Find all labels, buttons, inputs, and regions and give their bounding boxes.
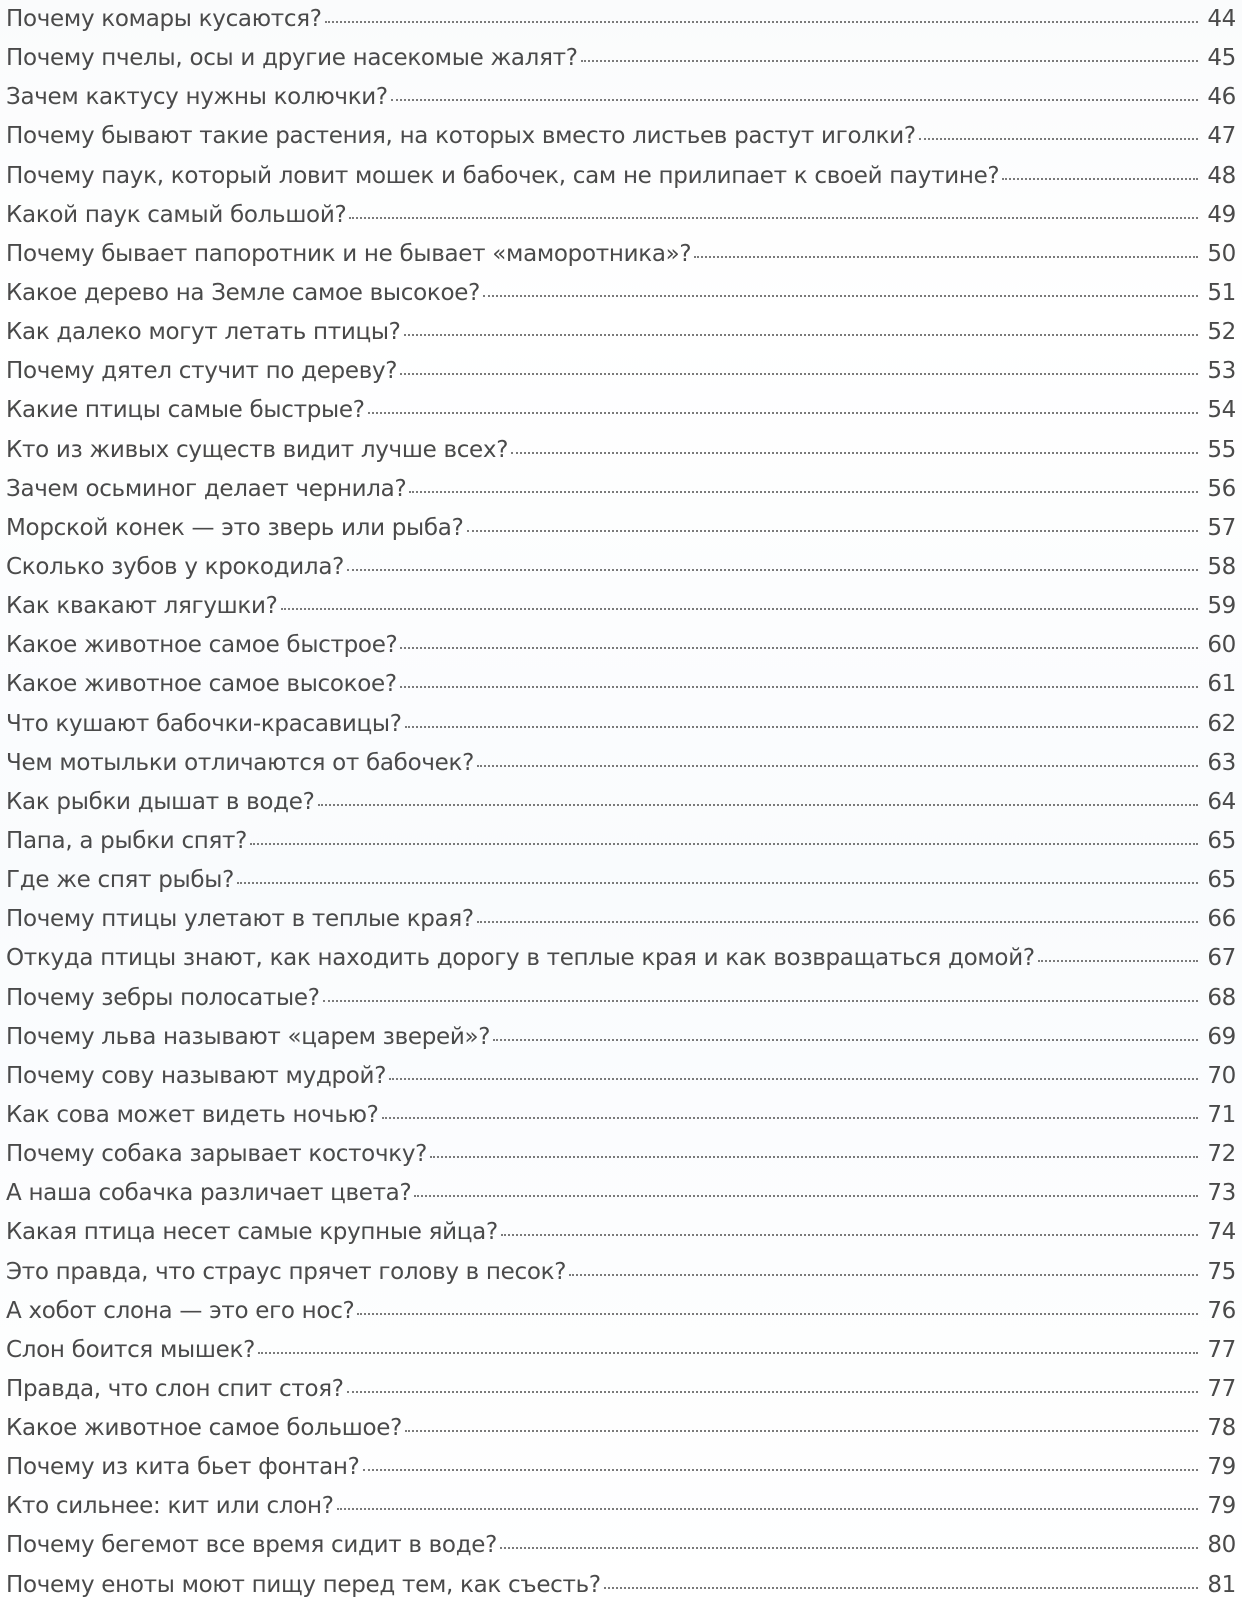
toc-entry <box>0 1566 1242 1600</box>
toc-entry <box>0 78 1242 117</box>
toc-entry-page: 44 <box>1207 6 1236 32</box>
toc-entry-page: 81 <box>1207 1571 1236 1598</box>
toc-entry <box>0 391 1242 430</box>
toc-entry-title: Зачем кактусу нужны колючки? <box>6 84 388 111</box>
toc-entry <box>0 1096 1242 1135</box>
toc-dot-leader <box>349 216 1198 219</box>
toc-dot-leader <box>581 59 1198 62</box>
toc-entry <box>0 1057 1242 1096</box>
toc-entry-title: Почему из кита бьет фонтан? <box>6 1454 360 1481</box>
toc-dot-leader <box>404 333 1198 336</box>
toc-entry <box>0 352 1242 391</box>
toc-dot-leader <box>323 999 1198 1002</box>
toc-entry-page: 78 <box>1207 1415 1236 1442</box>
toc-dot-leader <box>400 372 1198 375</box>
toc-entry <box>0 313 1242 352</box>
toc-dot-leader <box>477 920 1198 923</box>
toc-entry-page: 65 <box>1207 867 1236 894</box>
toc-entry-title: Морской конек — это зверь или рыба? <box>6 514 464 541</box>
toc-entry-title: Кто из живых существ видит лучше всех? <box>6 436 509 463</box>
toc-entry <box>0 274 1242 313</box>
toc-entry <box>0 900 1242 939</box>
toc-dot-leader <box>337 1507 1198 1510</box>
toc-entry <box>0 1487 1242 1526</box>
toc-entry-title: Почему льва называют «царем зверей»? <box>6 1023 491 1050</box>
toc-dot-leader <box>382 1116 1198 1119</box>
toc-dot-leader <box>389 1077 1198 1080</box>
toc-dot-leader <box>500 1546 1198 1549</box>
toc-dot-leader <box>325 20 1198 23</box>
toc-entry-title: Как рыбки дышат в воде? <box>6 788 315 815</box>
toc-entry-page: 63 <box>1207 749 1236 776</box>
toc-entry-title: Почему комары кусаются? <box>6 6 322 32</box>
toc-entry <box>0 1213 1242 1252</box>
toc-entry-title: Какое дерево на Земле самое высокое? <box>6 279 481 306</box>
toc-entry <box>0 705 1242 744</box>
toc-entry-title: Что кушают бабочки-красавицы? <box>6 710 402 737</box>
toc-entry-page: 66 <box>1207 906 1236 933</box>
toc-entry-page: 55 <box>1207 436 1236 463</box>
toc-entry-page: 56 <box>1207 475 1236 502</box>
toc-dot-leader <box>363 1468 1198 1471</box>
toc-dot-leader <box>281 607 1198 610</box>
toc-entry <box>0 979 1242 1018</box>
toc-dot-leader <box>483 294 1198 297</box>
toc-entry-title: Где же спят рыбы? <box>6 867 235 894</box>
toc-entry-title: Почему бегемот все время сидит в воде? <box>6 1532 498 1559</box>
toc-entry-title: Правда, что слон спит стоя? <box>6 1375 344 1402</box>
toc-entry-page: 59 <box>1207 593 1236 620</box>
toc-dot-leader <box>604 1586 1198 1589</box>
toc-entry <box>0 665 1242 704</box>
toc-entry <box>0 117 1242 156</box>
toc-entry-title: Почему сову называют мудрой? <box>6 1062 387 1089</box>
toc-entry-page: 61 <box>1207 671 1236 698</box>
toc-entry <box>0 1018 1242 1057</box>
toc-entry-page: 76 <box>1207 1297 1236 1324</box>
toc-entry <box>0 1526 1242 1565</box>
toc-entry-title: Почему бывает папоротник и не бывает «маморотника»? <box>6 240 692 267</box>
toc-dot-leader <box>318 803 1199 806</box>
toc-entry-title: Почему паук, который ловит мошек и бабочек, сам не прилипает к своей паутине? <box>6 162 1000 189</box>
toc-dot-leader <box>405 725 1198 728</box>
toc-entry-title: Почему птицы улетают в теплые края? <box>6 906 474 933</box>
toc-entry-title: Какое животное самое большое? <box>6 1415 403 1442</box>
toc-dot-leader <box>357 1312 1198 1315</box>
toc-entry-page: 57 <box>1207 514 1236 541</box>
toc-dot-leader <box>493 1038 1198 1041</box>
toc-dot-leader <box>250 842 1198 845</box>
toc-entry <box>0 548 1242 587</box>
toc-entry-page: 77 <box>1207 1336 1236 1363</box>
toc-dot-leader <box>400 685 1198 688</box>
toc-entry-page: 65 <box>1207 827 1236 854</box>
toc-entry-title: Какие птицы самые быстрые? <box>6 397 365 424</box>
toc-dot-leader <box>1002 177 1198 180</box>
toc-dot-leader <box>400 646 1198 649</box>
toc-entry-page: 60 <box>1207 632 1236 659</box>
toc-entry-title: А наша собачка различает цвета? <box>6 1180 412 1207</box>
toc-entry-title: Почему дятел стучит по дереву? <box>6 358 398 385</box>
toc-dot-leader <box>414 1194 1198 1197</box>
toc-entry-page: 64 <box>1207 788 1236 815</box>
toc-entry-page: 68 <box>1207 984 1236 1011</box>
toc-entry-page: 46 <box>1207 84 1236 111</box>
toc-entry-page: 45 <box>1207 45 1236 72</box>
toc-entry-page: 75 <box>1207 1258 1236 1285</box>
toc-entry <box>0 1135 1242 1174</box>
toc-entry-page: 51 <box>1207 279 1236 306</box>
toc-dot-leader <box>569 1273 1198 1276</box>
toc-entry <box>0 431 1242 470</box>
toc-entry-title: Это правда, что страус прячет голову в песок? <box>6 1258 567 1285</box>
toc-dot-leader <box>919 137 1198 140</box>
toc-entry <box>0 1253 1242 1292</box>
toc-dot-leader <box>694 255 1198 258</box>
toc-dot-leader <box>237 881 1198 884</box>
toc-dot-leader <box>258 1351 1198 1354</box>
toc-entry <box>0 1370 1242 1409</box>
toc-entry <box>0 1409 1242 1448</box>
toc-entry <box>0 235 1242 274</box>
toc-entry-title: Какая птица несет самые крупные яйца? <box>6 1219 498 1246</box>
toc-entry-page: 48 <box>1207 162 1236 189</box>
toc-entry <box>0 861 1242 900</box>
toc-entry <box>0 0 1242 39</box>
toc-entry-title: Откуда птицы знают, как находить дорогу в теплые края и как возвращаться домой? <box>6 945 1035 972</box>
toc-dot-leader <box>430 1155 1198 1158</box>
toc-entry-title: Как сова может видеть ночью? <box>6 1101 379 1128</box>
toc-entry <box>0 587 1242 626</box>
toc-entry <box>0 196 1242 235</box>
toc-entry-page: 49 <box>1207 201 1236 228</box>
toc-entry-title: Какое животное самое высокое? <box>6 671 397 698</box>
toc-dot-leader <box>409 490 1198 493</box>
toc-dot-leader <box>391 98 1198 101</box>
toc-entry-page: 52 <box>1207 319 1236 346</box>
toc-dot-leader <box>477 764 1198 767</box>
toc-entry-page: 79 <box>1207 1493 1236 1520</box>
toc-entry-page: 53 <box>1207 358 1236 385</box>
toc-entry-title: Какое животное самое быстрое? <box>6 632 398 659</box>
toc-entry-title: Чем мотыльки отличаются от бабочек? <box>6 749 474 776</box>
toc-entry <box>0 1448 1242 1487</box>
toc-dot-leader <box>1038 959 1198 962</box>
toc-entry <box>0 626 1242 665</box>
toc-entry-title: Почему собака зарывает косточку? <box>6 1141 428 1168</box>
toc-entry <box>0 939 1242 978</box>
toc-entry-page: 50 <box>1207 240 1236 267</box>
toc-entry-title: Почему зебры полосатые? <box>6 984 320 1011</box>
toc-entry <box>0 783 1242 822</box>
toc-entry-page: 67 <box>1207 945 1236 972</box>
toc-entry-page: 62 <box>1207 710 1236 737</box>
toc-entry <box>0 1331 1242 1370</box>
toc-entry <box>0 1174 1242 1213</box>
toc-entry-title: Какой паук самый большой? <box>6 201 347 228</box>
toc-entry-page: 79 <box>1207 1454 1236 1481</box>
toc-dot-leader <box>347 1390 1198 1393</box>
toc-entry-page: 71 <box>1207 1101 1236 1128</box>
toc-entry-title: Как квакают лягушки? <box>6 593 278 620</box>
toc-entry-title: Зачем осьминог делает чернила? <box>6 475 407 502</box>
toc-entry-title: Слон боится мышек? <box>6 1336 255 1363</box>
toc-dot-leader <box>511 451 1198 454</box>
toc-entry-title: Почему пчелы, осы и другие насекомые жалят? <box>6 45 578 72</box>
toc-entry-page: 80 <box>1207 1532 1236 1559</box>
toc-dot-leader <box>501 1233 1198 1236</box>
toc-entry-page: 74 <box>1207 1219 1236 1246</box>
toc-entry-page: 73 <box>1207 1180 1236 1207</box>
toc-entry-title: Как далеко могут летать птицы? <box>6 319 401 346</box>
toc-entry-title: Папа, а рыбки спят? <box>6 827 248 854</box>
toc-entry-page: 77 <box>1207 1375 1236 1402</box>
toc-dot-leader <box>467 529 1198 532</box>
toc-entry-title: Сколько зубов у крокодила? <box>6 553 345 580</box>
toc-entry <box>0 157 1242 196</box>
toc-entry-page: 72 <box>1207 1141 1236 1168</box>
toc-dot-leader <box>405 1429 1198 1432</box>
toc-entry-page: 58 <box>1207 553 1236 580</box>
toc-entry-title: Кто сильнее: кит или слон? <box>6 1493 334 1520</box>
toc-entry-page: 47 <box>1207 123 1236 150</box>
toc-entry-page: 69 <box>1207 1023 1236 1050</box>
toc-entry <box>0 509 1242 548</box>
toc-dot-leader <box>347 568 1198 571</box>
toc-entry <box>0 1292 1242 1331</box>
toc-entry <box>0 39 1242 78</box>
toc-entry <box>0 822 1242 861</box>
toc-entry-page: 54 <box>1207 397 1236 424</box>
toc-entry-title: А хобот слона — это его нос? <box>6 1297 355 1324</box>
toc-entry <box>0 744 1242 783</box>
toc-entry <box>0 470 1242 509</box>
toc-entry-title: Почему еноты моют пищу перед тем, как съесть? <box>6 1571 601 1598</box>
toc-entry-page: 70 <box>1207 1062 1236 1089</box>
toc-entry-title: Почему бывают такие растения, на которых вместо листьев растут иголки? <box>6 123 916 150</box>
toc-dot-leader <box>368 411 1198 414</box>
